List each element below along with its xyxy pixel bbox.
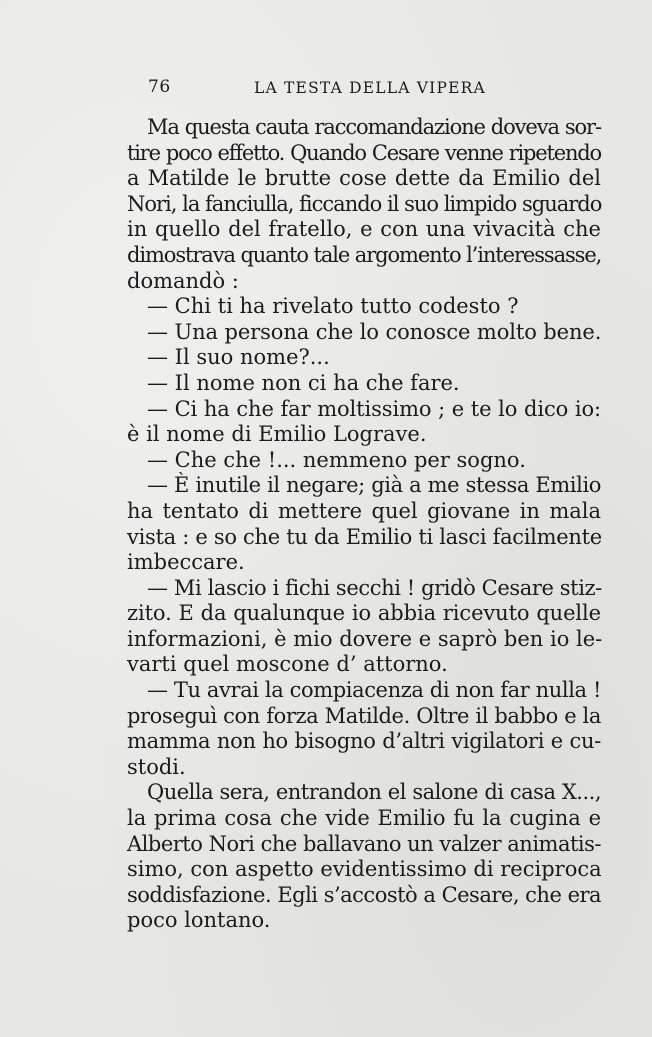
text-line: — Ci ha che far moltissimo ; e te lo dico io: [147,396,601,421]
text-line: — Chi ti ha rivelato tutto codesto ? [147,294,519,319]
text-line: — Tu avrai la compiacenza di non far nulla ! [147,678,601,703]
text-line: varti quel moscone d’ attorno. [127,652,448,677]
text-line: informazioni, è mio dovere e saprò ben io le- [127,626,603,651]
text-line: tire poco effetto. Quando Cesare venne ripetendo [127,140,601,165]
text-line: ha tentato di mettere quel giovane in mala [127,498,601,523]
text-line: la prima cosa che vide Emilio fu la cugina e [127,806,601,831]
text-line: Alberto Nori che ballavano un valzer animatis- [127,831,601,856]
text-line: poco lontano. [127,908,271,933]
text-line: — Che che !... nemmeno per sogno. [147,447,526,472]
text-line: dimostrava quanto tale argomento l’interessasse, [127,242,602,267]
text-line: — Mi lascio i fichi secchi ! gridò Cesare stiz- [147,575,602,600]
text-line: — Una persona che lo conosce molto bene. [147,319,602,344]
text-line: mamma non ho bisogno d’altri vigilatori e cu- [127,729,601,754]
text-line: soddisfazione. Egli s’accostò a Cesare, che era [127,882,602,907]
text-line: imbeccare. [127,550,245,575]
text-line: domandò : [127,268,239,293]
text-line: proseguì con forza Matilde. Oltre il babbo e la [127,703,601,728]
text-line: zito. E da qualunque io abbia ricevuto quelle [127,601,601,626]
text-line: — Il nome non ci ha che fare. [147,370,460,395]
running-title: LA TESTA DELLA VIPERA [254,79,486,97]
text-line: — È inutile il negare; già a me stessa Emilio [147,473,601,498]
page-number: 76 [148,77,171,97]
text-line: Ma questa cauta raccomandazione doveva sor- [147,115,601,139]
page-header [148,77,488,103]
text-line: vista : e so che tu da Emilio ti lasci facilmente [127,524,602,549]
text-line: stodi. [127,754,186,779]
text-line: Quella sera, entrandon el salone di casa X..., [147,780,601,805]
body-text [127,115,601,934]
text-line: a Matilde le brutte cose dette da Emilio del [127,166,601,191]
text-line: — Il suo nome?... [147,345,330,370]
text-line: Nori, la fanciulla, ficcando il suo limpido sguardo [127,191,602,216]
text-line: in quello del fratello, e con una vivacità che [127,217,601,242]
text-line: è il nome di Emilio Lograve. [127,422,427,447]
text-line: simo, con aspetto evidentissimo di reciproca [127,857,602,882]
